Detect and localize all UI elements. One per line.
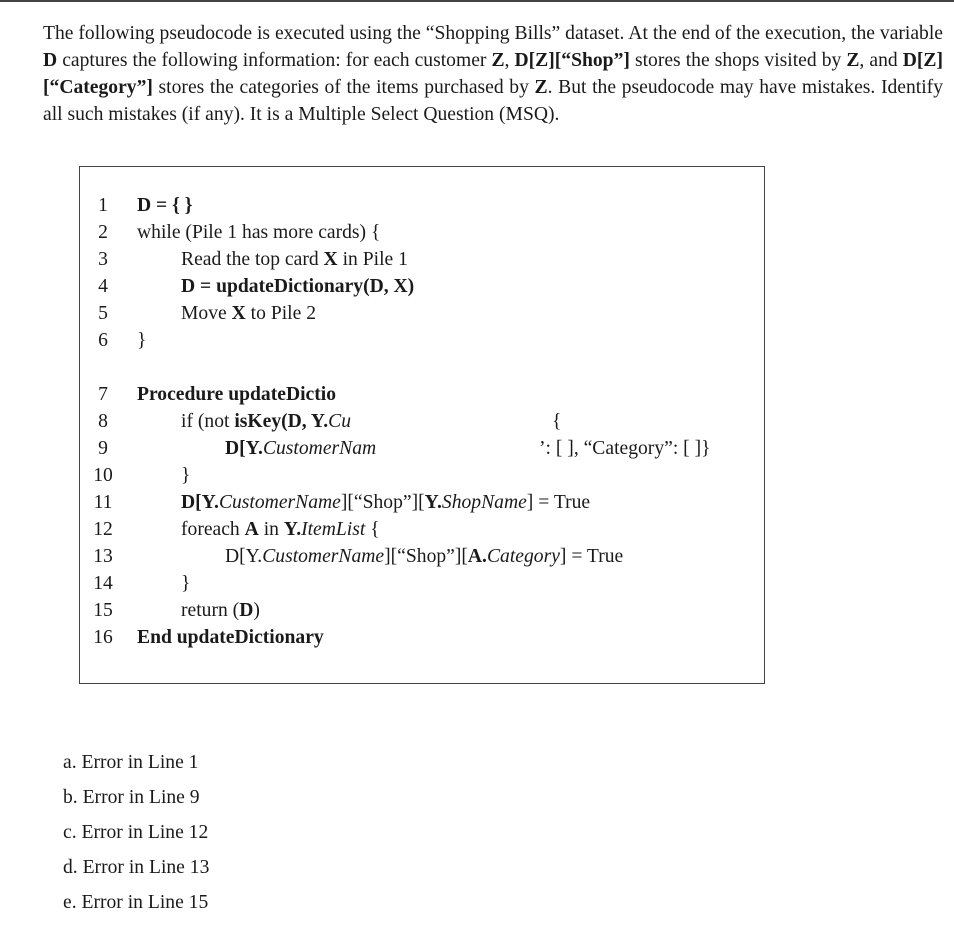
line-number: 14	[93, 573, 113, 594]
option-b[interactable]: b. Error in Line 9	[63, 787, 200, 808]
code-line-2: while (Pile 1 has more cards) {	[137, 222, 381, 243]
code-line-14: }	[181, 573, 191, 594]
line-number: 2	[98, 222, 108, 243]
code-line-9: D[Y.CustomerNam	[225, 438, 377, 459]
option-c[interactable]: c. Error in Line 12	[63, 822, 209, 843]
code-line-12: foreach A in Y.ItemList {	[181, 519, 380, 540]
line-number: 15	[93, 600, 113, 621]
line-number: 13	[93, 546, 113, 567]
line-number: 11	[93, 492, 113, 513]
code-line-6: }	[137, 330, 147, 351]
line-number: 5	[98, 303, 108, 324]
code-line-5: Move X to Pile 2	[181, 303, 316, 324]
code-line-4: D = updateDictionary(D, X)	[181, 276, 415, 297]
line-number: 10	[93, 465, 113, 486]
code-line-8: if (not isKey(D, Y.Cu	[181, 411, 351, 432]
code-line-15: return (D)	[181, 600, 260, 621]
line-number: 7	[98, 384, 108, 405]
question-text: The following pseudocode is executed using the “Shopping Bills” dataset. At the end of the execution, the variable D captures the following information: for each customer Z, D[Z][“Shop”] stores the shops visited by Z, and D[Z][“Category”] stores the categories of the items purchased by Z. But the pseudocode may have mistakes. Identify all such mistakes (if any). It is a Multiple Select Question (MSQ).	[43, 23, 943, 125]
option-d[interactable]: d. Error in Line 13	[63, 857, 210, 878]
code-line-13: D[Y.CustomerName][“Shop”][A.Category] = True	[225, 546, 624, 567]
line-number: 9	[98, 438, 108, 459]
line-number: 12	[93, 519, 113, 540]
code-line-9-tail: ’: [ ], “Category”: [ ]}	[539, 438, 711, 459]
code-line-8-brace: {	[552, 411, 562, 432]
line-number: 1	[98, 195, 108, 216]
top-rule	[0, 0, 954, 2]
code-line-10: }	[181, 465, 191, 486]
option-e[interactable]: e. Error in Line 15	[63, 892, 209, 913]
line-number: 4	[98, 276, 108, 297]
code-line-11: D[Y.CustomerName][“Shop”][Y.ShopName] = True	[181, 492, 591, 513]
line-number: 8	[98, 411, 108, 432]
code-line-1: D = { }	[137, 195, 193, 216]
line-number: 6	[98, 330, 108, 351]
code-line-7: Procedure updateDictio	[137, 384, 336, 405]
code-line-3: Read the top card X in Pile 1	[181, 249, 408, 270]
pseudocode-box	[79, 166, 765, 684]
option-a[interactable]: a. Error in Line 1	[63, 752, 199, 773]
code-line-16: End updateDictionary	[137, 627, 324, 648]
line-number: 3	[98, 249, 108, 270]
answer-options	[63, 748, 209, 923]
line-number: 16	[93, 627, 113, 648]
